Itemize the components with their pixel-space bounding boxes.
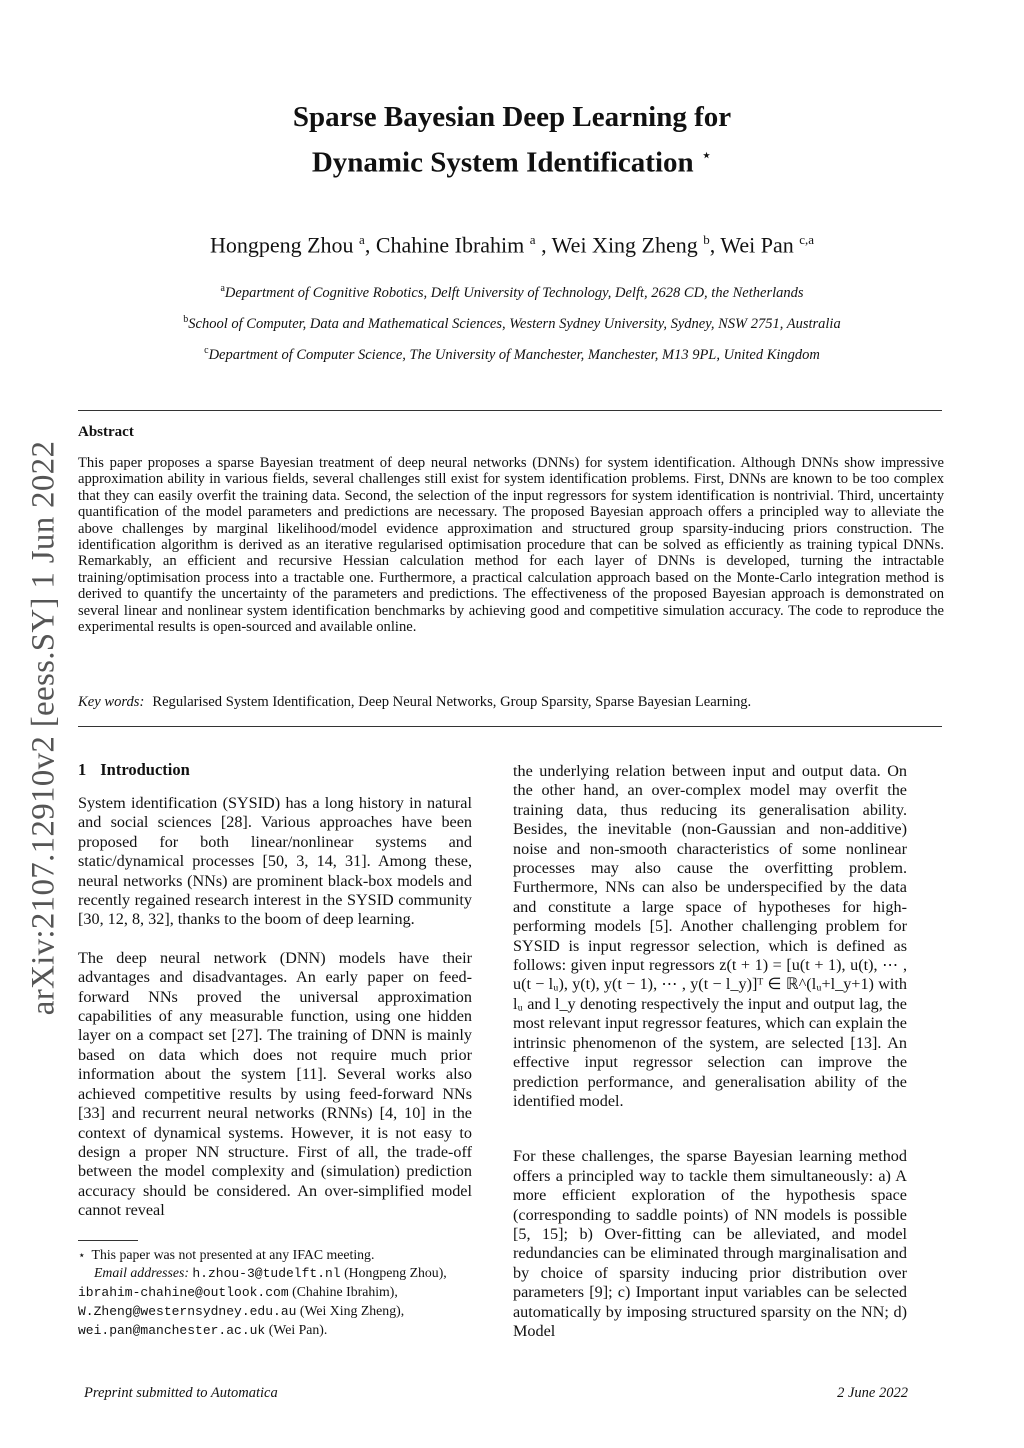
keywords: [78, 694, 944, 711]
email-link[interactable]: wei.pan@manchester.ac.uk: [78, 1323, 266, 1338]
footnote: [78, 1246, 472, 1340]
abstract-text: This paper proposes a sparse Bayesian treatment of deep neural networks (DNNs) for system identification. Although DNNs show impressive approximation ability in various fields, several challenges still exist for system identification problems. First, DNNs are known to be too complex that they can easily overfit the training data. Second, the selection of the input regressors for system identification is nontrivial. Third, uncertainty quantification of the model parameters and predictions are necessary. The proposed Bayesian approach offers a principled way to alleviate the above challenges by marginal likelihood/model evidence approximation and structured group sparsity-inducing priors construction. The identification algorithm is derived as an iterative regularised optimisation procedure that can be solved as efficiently as training typical DNNs. Remarkably, an efficient and recursive Hessian calculation method for each layer of DNNs is developed, turning the intractable training/optimisation process into a tractable one. Furthermore, a practical calculation approach based on the Monte-Carlo integration method is derived to quantify the uncertainty of the parameters and predictions. The effectiveness of the proposed Bayesian approach is demonstrated on several linear and nonlinear system identification benchmarks by achieving good and competitive simulation accuracy. The code to reproduce the experimental results is open-sourced and available online.: [78, 455, 944, 636]
footnote-rule: [78, 1240, 138, 1241]
keywords-label: Key words:: [78, 694, 145, 710]
abstract-top-rule: [78, 410, 942, 411]
email-link[interactable]: W.Zheng@westernsydney.edu.au: [78, 1304, 297, 1319]
footer-preprint: Preprint submitted to Automatica: [84, 1385, 278, 1401]
affiliation-b: [0, 314, 1024, 333]
email-label: Email addresses:: [94, 1265, 189, 1280]
author-affiliation-mark: a: [529, 232, 536, 247]
paragraph: For these challenges, the sparse Bayesian learning method offers a principled way to tackle them simultaneously: a) A more efficient exploration of the hypothesis space (corresponding to saddle points) of NN models is possible [5, 15]; b) Over-fitting can be alleviated, and model redundancies can be eliminated through marginalisation and by choice of sparsity inducing prior distribution over parameters [9]; c) Important input variables can be selected automatically by imposing structured sparsity on the NN; d) Model: [513, 1147, 907, 1340]
author-name: Wei Pan: [720, 232, 794, 258]
author-list: Hongpeng Zhou $^a$, Chahine Ibrahim $^a$ , Wei Xing Zheng $^b$, Wei Pan $^{c,a}$: [209, 232, 815, 258]
left-column: [78, 794, 472, 1221]
abstract-bottom-rule: [78, 726, 942, 727]
paragraph: the underlying relation between input and output data. On the other hand, an over-complex model may overfit the training data, thus reducing its generalisation ability. Besides, the inevitable (non-Gaussian and non-additive) noise and non-smooth characteristics of some nonlinear processes may also cause the overfitting problem. Furthermore, NNs can also be underspecified by the data and constitute a large space of hypotheses for high-performing models [5]. Another challenging problem for SYSID is input regressor selection, which is defined as follows: given input regressors z(t + 1) = [u(t + 1), u(t), ⋯ , u(t − lᵤ), y(t), y(t − 1), ⋯ , y(t − l_y)]ᵀ ∈ ℝ^(lᵤ+l_y+1) with lᵤ and l_y denoting respectively the input and output lag, the most relevant input regressor features, which can explain the intrinsic phenomenon of the system, are selected [13]. An effective input regressor selection can improve the prediction performance, and generalisation ability of the identified model.: [513, 762, 907, 1110]
affiliation-mark: b: [183, 314, 189, 325]
keywords-text: Regularised System Identification, Deep Neural Networks, Group Sparsity, Sparse Bayesian Learning.: [152, 694, 752, 710]
email-owner: (Hongpeng Zhou),: [344, 1265, 447, 1280]
footnote-text: This paper was not presented at any IFAC meeting.: [91, 1247, 375, 1262]
affiliation-mark: a: [220, 283, 225, 294]
section-heading-introduction: [78, 760, 190, 780]
affiliation-a: [0, 283, 1024, 302]
affiliation-mark: c: [204, 345, 209, 356]
email-owner: (Chahine Ibrahim),: [292, 1284, 398, 1299]
paper-title-line-1: Sparse Bayesian Deep Learning for: [292, 101, 732, 133]
section-title: Introduction: [100, 760, 190, 779]
author-affiliation-mark: c,a: [799, 232, 815, 247]
paragraph: System identification (SYSID) has a long history in natural and social sciences [28]. Various approaches have been proposed for both linear/nonlinear systems and static/dynamical processes [50, 3, 14, 31]. Among these, neural networks (NNs) are prominent black-box models and recently regained research interest in the SYSID community [30, 12, 8, 32], thanks to the boom of deep learning.: [78, 794, 472, 929]
email-link[interactable]: h.zhou-3@tudelft.nl: [192, 1266, 341, 1281]
paragraph: The deep neural network (DNN) models have their advantages and disadvantages. An early paper on feed-forward NNs proved the universal approximation capabilities of any measurable function, using one hidden layer on a compact set [27]. The training of DNN is mainly based on data which does not require much prior information about the system [11]. Several works also achieved competitive results by using feed-forward NNs [33] and recurrent neural networks (RNNs) [4, 10] in the context of dynamical systems. However, it is not easy to design a proper NN structure. First of all, the trade-off between the model complexity and (simulation) prediction accuracy should be considered. An over-simplified model cannot reveal: [78, 948, 472, 1220]
right-column: [513, 762, 907, 1341]
arxiv-stamp-text[interactable]: arXiv:2107.12910v2 [eess.SY] 1 Jun 2022: [25, 440, 62, 1016]
author-name: Chahine Ibrahim: [375, 232, 525, 258]
author-affiliation-mark: b: [703, 232, 710, 247]
email-addresses: [78, 1264, 472, 1340]
email-owner: (Wei Pan).: [268, 1322, 328, 1337]
footnote-line: [78, 1246, 472, 1264]
affiliation-text: Department of Cognitive Robotics, Delft University of Technology, Delft, 2628 CD, the Netherlands: [224, 284, 804, 301]
author-affiliation-mark: a: [359, 232, 365, 247]
abstract-heading: Abstract: [78, 424, 134, 440]
footnote-mark: ⋆: [78, 1248, 86, 1262]
email-owner: (Wei Xing Zheng),: [299, 1303, 405, 1318]
section-number: 1: [78, 760, 87, 779]
author-name: Wei Xing Zheng: [551, 232, 698, 258]
paper-title-text: Dynamic System Identification: [311, 146, 694, 179]
author-name: Hongpeng Zhou: [209, 232, 354, 258]
affiliation-text: Department of Computer Science, The University of Manchester, Manchester, M13 9PL, United Kingdom: [208, 346, 820, 363]
affiliation-c: [0, 345, 1024, 364]
title-footnote-mark[interactable]: ⋆: [700, 145, 713, 165]
footer-date: 2 June 2022: [837, 1385, 908, 1401]
affiliation-text: School of Computer, Data and Mathematical Sciences, Western Sydney University, Sydney, NSW 2751, Australia: [188, 315, 841, 332]
email-link[interactable]: ibrahim-chahine@outlook.com: [78, 1285, 289, 1300]
paper-title-line-2: [0, 136, 1024, 182]
